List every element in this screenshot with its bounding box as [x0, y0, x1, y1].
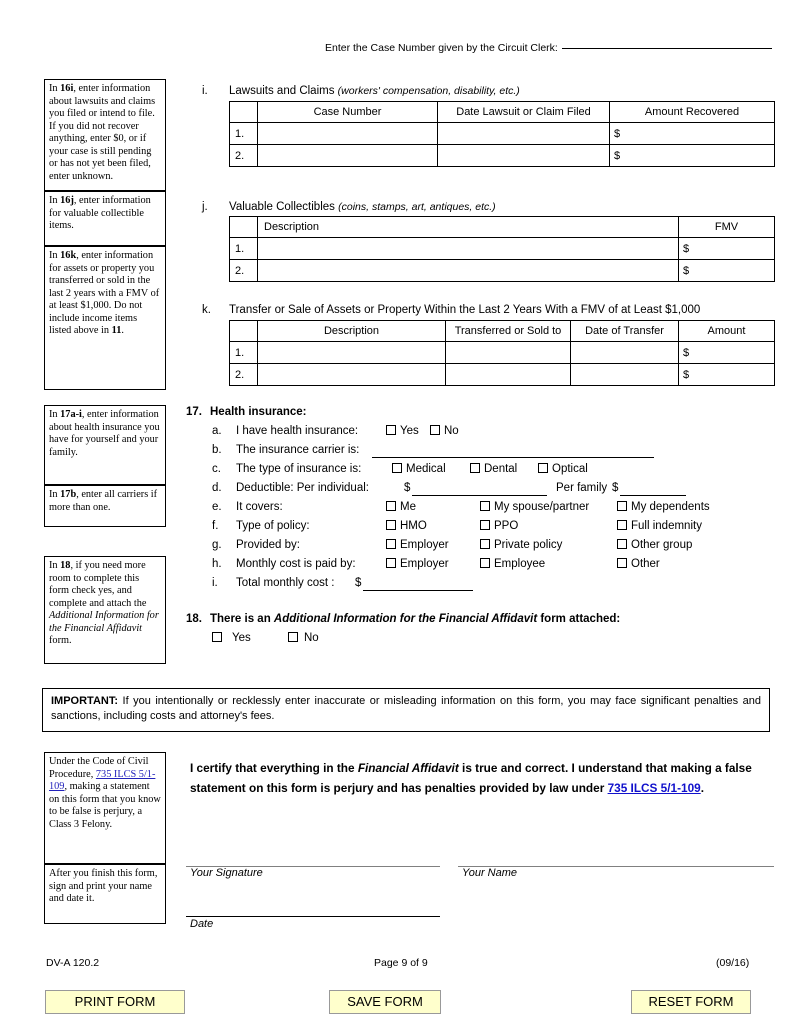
note-17a-i-text: In 17a-i, enter information about health insurance you have for yourself and your family. — [49, 409, 160, 458]
checkbox-icon[interactable] — [386, 425, 396, 435]
cell-fmv[interactable]: $ — [679, 238, 775, 260]
note-sign-text: After you finish this form, sign and print your name and date it. — [49, 868, 158, 905]
note-16i-text: In 16i, enter information about lawsuits and claims you filed or intend to file. If you did not recover anything, enter $0, or if your case is still pending or has not yet been filed, enter unknown. — [49, 83, 156, 182]
th-lawsuits-blank — [230, 102, 258, 123]
checkbox-17a-no[interactable] — [430, 425, 459, 437]
checkbox-icon[interactable] — [470, 463, 480, 473]
section-i-title-note: (workers' compensation, disability, etc.) — [337, 85, 520, 97]
date-label: Date — [190, 918, 214, 930]
checkbox-17c-dental-label: Dental — [484, 463, 518, 475]
cell-amount-recovered[interactable]: $ — [610, 145, 775, 167]
checkbox-icon[interactable] — [430, 425, 440, 435]
item-17c-letter: c. — [212, 463, 221, 475]
th-date-of-transfer: Date of Transfer — [571, 321, 679, 342]
section-j-title — [229, 201, 496, 213]
checkbox-17c-medical[interactable] — [392, 463, 446, 475]
item-17h-label: Monthly cost is paid by: — [236, 558, 356, 570]
row-number: 1. — [230, 238, 258, 260]
cert-part1: I certify that everything in the — [190, 761, 358, 775]
item-17d-label2: Per family — [556, 482, 608, 494]
section-j-letter: j. — [202, 201, 208, 213]
th-fmv: FMV — [679, 217, 775, 238]
table-row — [230, 342, 775, 364]
cell-description[interactable] — [258, 238, 679, 260]
row-number: 1. — [230, 342, 258, 364]
cell-date-of-transfer[interactable] — [571, 342, 679, 364]
checkbox-17g-private-policy-label: Private policy — [494, 539, 563, 551]
checkbox-icon[interactable] — [386, 539, 396, 549]
item-17-number: 17. — [186, 406, 202, 418]
item-17e-letter: e. — [212, 501, 222, 513]
checkbox-icon[interactable] — [480, 501, 490, 511]
item-17a-label: I have health insurance: — [236, 425, 359, 437]
checkbox-icon[interactable] — [617, 501, 627, 511]
checkbox-17h-employee[interactable] — [480, 558, 545, 570]
item-17i-currency: $ — [355, 577, 362, 589]
note-16k — [44, 246, 166, 390]
table-header-row — [230, 102, 775, 123]
checkbox-icon[interactable] — [386, 558, 396, 568]
note-16i — [44, 79, 166, 191]
checkbox-17g-private-policy[interactable] — [480, 539, 562, 551]
checkbox-17h-other-label: Other — [631, 558, 660, 570]
input-17d-per-family[interactable] — [620, 495, 686, 496]
checkbox-17f-hmo[interactable] — [386, 520, 427, 532]
important-text: If you intentionally or recklessly enter inaccurate or misleading information on this form, you may face significant penalties and sanctions, including costs and attorney's fees. — [51, 695, 761, 722]
cell-date-filed[interactable] — [438, 123, 610, 145]
item-18-text-italic: Additional Information for the Financial Affidavit — [273, 613, 538, 625]
checkbox-18-yes[interactable] — [212, 632, 251, 644]
th-transfer-blank — [230, 321, 258, 342]
reset-form-button[interactable]: RESET FORM — [631, 990, 751, 1014]
checkbox-18-yes-label: Yes — [232, 632, 251, 644]
table-row — [230, 260, 775, 282]
item-17f-label: Type of policy: — [236, 520, 310, 532]
item-17i-label: Total monthly cost : — [236, 577, 335, 589]
item-17h-letter: h. — [212, 558, 222, 570]
cell-fmv[interactable]: $ — [679, 260, 775, 282]
checkbox-icon[interactable] — [480, 539, 490, 549]
checkbox-icon[interactable] — [386, 520, 396, 530]
table-header-row — [230, 321, 775, 342]
row-number: 2. — [230, 145, 258, 167]
table-row — [230, 145, 775, 167]
item-17d-letter: d. — [212, 482, 222, 494]
th-description: Description — [258, 321, 446, 342]
checkbox-17f-full-indemnity-label: Full indemnity — [631, 520, 702, 532]
table-row — [230, 238, 775, 260]
checkbox-17h-employer-label: Employer — [400, 558, 449, 570]
note-18-text: In 18, if you need more room to complete this form check yes, and complete and attach the Additional Information for the Financial Affidavit form. — [49, 560, 159, 647]
section-k-title — [229, 304, 700, 316]
checkbox-17e-spouse-label: My spouse/partner — [494, 501, 590, 513]
checkbox-17e-me-label: Me — [400, 501, 416, 513]
item-17i-letter: i. — [212, 577, 218, 589]
cell-date-filed[interactable] — [438, 145, 610, 167]
checkbox-17a-yes[interactable] — [386, 425, 419, 437]
name-label: Your Name — [462, 867, 518, 879]
item-17a-letter: a. — [212, 425, 222, 437]
item-17-title: Health insurance: — [210, 406, 307, 418]
cell-amount[interactable]: $ — [679, 342, 775, 364]
checkbox-17c-dental[interactable] — [470, 463, 517, 475]
important-label: IMPORTANT: — [51, 695, 119, 707]
th-amount-recovered: Amount Recovered — [610, 102, 775, 123]
row-number: 2. — [230, 364, 258, 386]
print-form-button[interactable]: PRINT FORM — [45, 990, 185, 1014]
cert-statute-link[interactable]: 735 ILCS 5/1-109 — [607, 781, 701, 796]
cell-description[interactable] — [258, 364, 446, 386]
checkbox-17f-hmo-label: HMO — [400, 520, 427, 532]
checkbox-17a-no-label: No — [444, 425, 459, 437]
cell-transferred-to[interactable] — [446, 342, 571, 364]
input-17i-total-monthly-cost[interactable] — [363, 590, 473, 591]
checkbox-icon[interactable] — [617, 520, 627, 530]
item-17d-label: Deductible: Per individual: — [236, 482, 369, 494]
th-amount: Amount — [679, 321, 775, 342]
checkbox-18-no[interactable] — [288, 632, 319, 644]
checkbox-icon[interactable] — [392, 463, 402, 473]
note-17a-i — [44, 405, 166, 485]
footer-page-number: Page 9 of 9 — [374, 957, 428, 969]
item-17b-letter: b. — [212, 444, 222, 456]
checkbox-17e-dependents-label: My dependents — [631, 501, 710, 513]
cell-case-number[interactable] — [258, 123, 438, 145]
section-i-title — [229, 85, 520, 97]
date-line[interactable] — [186, 916, 440, 917]
table-header-row — [230, 217, 775, 238]
note-16j — [44, 191, 166, 246]
cell-transferred-to[interactable] — [446, 364, 571, 386]
table-transfer-sale-assets — [229, 320, 775, 386]
checkbox-17a-yes-label: Yes — [400, 425, 419, 437]
input-17b-carrier[interactable] — [372, 457, 654, 458]
section-i-title-text: Lawsuits and Claims — [229, 85, 335, 97]
th-case-number: Case Number — [258, 102, 438, 123]
checkbox-icon[interactable] — [538, 463, 548, 473]
item-18-number: 18. — [186, 613, 202, 625]
cert-italic1: Financial Affidavit — [357, 761, 459, 775]
section-j-title-text: Valuable Collectibles — [229, 201, 335, 213]
important-notice-box — [42, 688, 770, 732]
item-18-text — [210, 613, 620, 625]
th-description: Description — [258, 217, 679, 238]
item-18-text-before: There is an — [210, 613, 274, 625]
cell-description[interactable] — [258, 260, 679, 282]
item-17d-currency2: $ — [612, 482, 619, 494]
checkbox-17e-dependents[interactable] — [617, 501, 710, 513]
save-form-button[interactable]: SAVE FORM — [329, 990, 441, 1014]
section-i-letter: i. — [202, 85, 208, 97]
checkbox-icon[interactable] — [288, 632, 298, 642]
checkbox-17h-employee-label: Employee — [494, 558, 546, 570]
cell-date-of-transfer[interactable] — [571, 364, 679, 386]
footer-revision-date: (09/16) — [716, 957, 750, 969]
checkbox-17c-medical-label: Medical — [406, 463, 446, 475]
checkbox-icon[interactable] — [480, 520, 490, 530]
checkbox-17f-ppo[interactable] — [480, 520, 518, 532]
item-17g-label: Provided by: — [236, 539, 300, 551]
case-number-input-line[interactable] — [562, 48, 772, 49]
th-collectibles-blank — [230, 217, 258, 238]
cell-description[interactable] — [258, 342, 446, 364]
note-17b — [44, 485, 166, 527]
checkbox-icon[interactable] — [617, 539, 627, 549]
row-number: 1. — [230, 123, 258, 145]
note-18 — [44, 556, 166, 664]
case-number-prompt: Enter the Case Number given by the Circuit Clerk: — [325, 42, 558, 54]
checkbox-icon[interactable] — [617, 558, 627, 568]
note-16k-text: In 16k, enter information for assets or property you transferred or sold in the last 2 years with a FMV of at least $1,000. Do not include income items listed above in 11. — [49, 250, 160, 337]
checkbox-17e-spouse[interactable] — [480, 501, 589, 513]
table-valuable-collectibles — [229, 216, 775, 282]
section-k-title-text: Transfer or Sale of Assets or Property Within the Last 2 Years With a FMV of at Least $1,000 — [229, 304, 701, 316]
section-j-title-note: (coins, stamps, art, antiques, etc.) — [338, 201, 496, 213]
note-code-of-civil-procedure — [44, 752, 166, 864]
item-17c-label: The type of insurance is: — [236, 463, 362, 475]
note-16j-text: In 16j, enter information for valuable collectible items. — [49, 195, 151, 232]
note-17b-text: In 17b, enter all carriers if more than one. — [49, 489, 158, 513]
checkbox-17g-other-group-label: Other group — [631, 539, 693, 551]
table-row — [230, 123, 775, 145]
item-17e-label: It covers: — [236, 501, 283, 513]
checkbox-17g-employer-label: Employer — [400, 539, 449, 551]
section-k-letter: k. — [202, 304, 211, 316]
checkbox-17c-optical[interactable] — [538, 463, 588, 475]
row-number: 2. — [230, 260, 258, 282]
item-17b-label: The insurance carrier is: — [236, 444, 360, 456]
case-number-header — [325, 42, 772, 54]
checkbox-17g-employer[interactable] — [386, 539, 449, 551]
checkbox-17h-other[interactable] — [617, 558, 660, 570]
checkbox-17e-me[interactable] — [386, 501, 416, 513]
checkbox-17g-other-group[interactable] — [617, 539, 692, 551]
cell-case-number[interactable] — [258, 145, 438, 167]
cert-part2: is true and correct. I understand that making a false statement on this form is perjury and has penalties provided by law under — [190, 761, 752, 796]
checkbox-18-no-label: No — [304, 632, 319, 644]
checkbox-17h-employer[interactable] — [386, 558, 449, 570]
checkbox-icon[interactable] — [386, 501, 396, 511]
checkbox-17c-optical-label: Optical — [552, 463, 588, 475]
signature-label: Your Signature — [190, 867, 263, 879]
item-17f-letter: f. — [212, 520, 219, 532]
footer-form-id: DV-A 120.2 — [46, 957, 100, 969]
item-18-text-after: form attached: — [537, 613, 621, 625]
checkbox-icon[interactable] — [212, 632, 222, 642]
certification-statement — [190, 758, 770, 799]
note-sign-instructions — [44, 864, 166, 924]
th-transferred-or-sold-to: Transferred or Sold to — [446, 321, 571, 342]
cert-part3: . — [700, 781, 704, 796]
cell-amount[interactable]: $ — [679, 364, 775, 386]
th-date-filed: Date Lawsuit or Claim Filed — [438, 102, 610, 123]
item-17d-currency: $ — [404, 482, 411, 494]
checkbox-17f-ppo-label: PPO — [494, 520, 519, 532]
note-code-text: Under the Code of Civil Procedure, 735 ILCS 5/1-109, making a statement on this form that you know to be false is perjury, a Class 3 Felony. — [49, 756, 161, 830]
checkbox-icon[interactable] — [480, 558, 490, 568]
table-lawsuits-claims — [229, 101, 775, 167]
input-17d-per-individual[interactable] — [412, 495, 547, 496]
cell-amount-recovered[interactable]: $ — [610, 123, 775, 145]
checkbox-17f-full-indemnity[interactable] — [617, 520, 702, 532]
table-row — [230, 364, 775, 386]
item-17g-letter: g. — [212, 539, 222, 551]
